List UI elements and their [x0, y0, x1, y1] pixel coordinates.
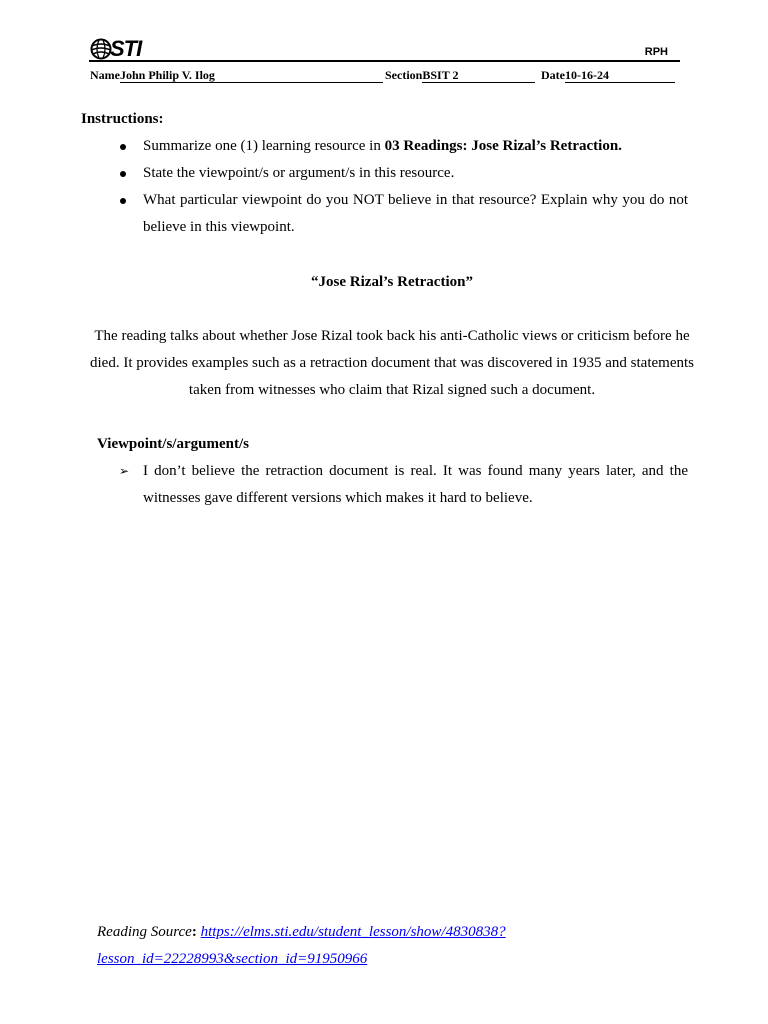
section-label: Section: [385, 68, 423, 82]
summary-paragraph: The reading talks about whether Jose Rizal took back his anti-Catholic views or criticism before he died. It provides examples such as a retraction document that was discovered in 1935 and statements taken from witnesses who claim that Rizal signed such a document.: [90, 328, 694, 398]
name-label: Name: [90, 68, 120, 82]
instruction-item: What particular viewpoint do you NOT believe in that resource? Explain why you do not believe in this viewpoint.: [118, 187, 688, 241]
viewpoint-item: ➢ I don’t believe the retraction document is real. It was found many years later, and the witnesses gave different versions which makes it hard to believe.: [118, 458, 688, 512]
date-value: 10-16-24: [565, 69, 675, 83]
student-info-row: [90, 68, 680, 84]
name-field: [90, 68, 383, 83]
source-link[interactable]: https://elms.sti.edu/student_lesson/show/4830838? lesson_id=22228993&section_id=91950966: [97, 924, 506, 967]
viewpoints-title: Viewpoint/s/argument/s: [97, 436, 249, 452]
viewpoints-list: [118, 458, 688, 512]
instructions-list: [118, 133, 688, 241]
date-field: [541, 68, 675, 83]
source-colon: :: [191, 924, 197, 940]
section-value: BSIT 2: [422, 69, 535, 83]
name-value: John Philip V. Ilog: [120, 69, 383, 83]
arrow-bullet-icon: ➢: [119, 464, 130, 478]
source-label: Reading Source: [97, 924, 192, 940]
date-label: Date: [541, 68, 565, 82]
reading-heading: “Jose Rizal’s Retraction”: [311, 274, 473, 290]
instruction-item: State the viewpoint/s or argument/s in this resource.: [118, 160, 688, 187]
reading-source: [97, 919, 657, 973]
section-field: [385, 68, 535, 83]
globe-icon: [90, 38, 112, 60]
instructions-title: Instructions:: [81, 111, 164, 127]
instruction-item: Summarize one (1) learning resource in 03 Readings: Jose Rizal’s Retraction.: [118, 133, 688, 160]
sti-logo: [90, 37, 141, 61]
header-divider: [89, 60, 680, 62]
reading-title: 03 Readings: Jose Rizal’s Retraction.: [384, 138, 622, 154]
course-code: RPH: [644, 46, 668, 58]
logo-text: STI: [110, 36, 142, 61]
